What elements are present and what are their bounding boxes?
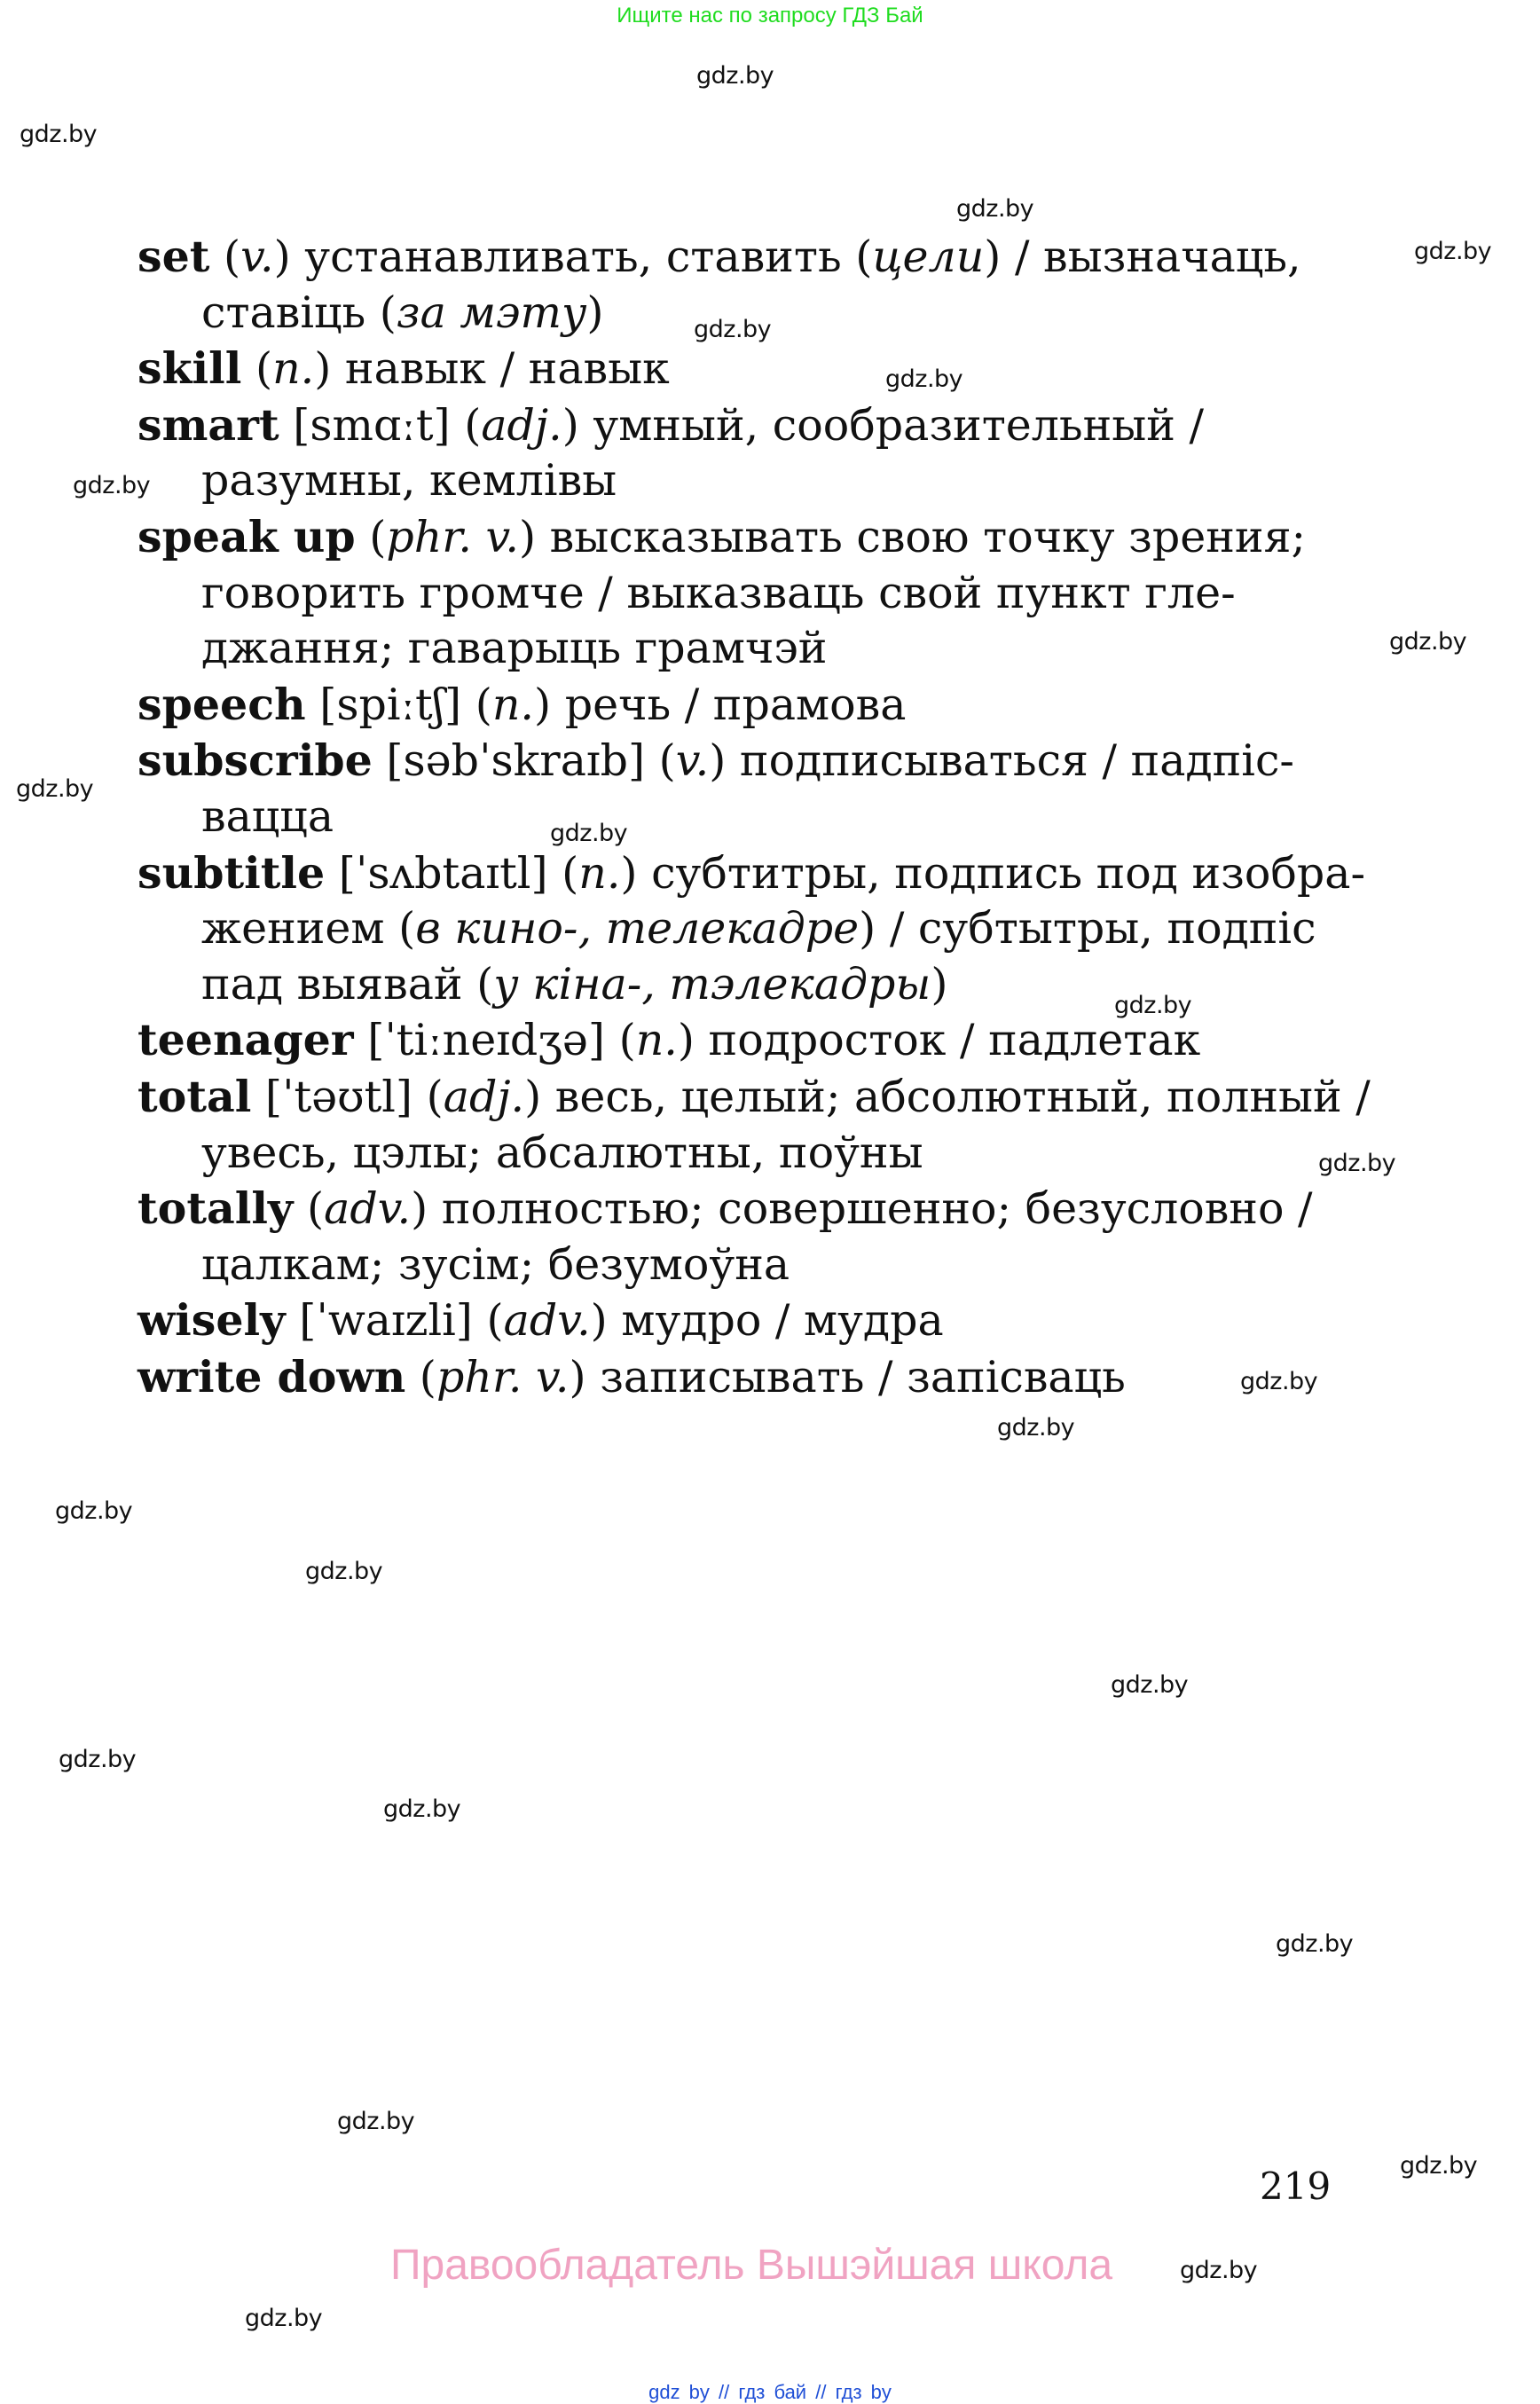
entry-continuation-line [138,790,1335,845]
vocabulary-entry [138,397,1335,509]
watermark: gdz.by [1276,1930,1354,1958]
headword: speech [138,678,306,730]
definition-text: разумны, кемлівы [201,455,617,507]
watermark: gdz.by [305,1558,383,1585]
italic-note: n. [491,679,535,730]
definition-text: [ˈtiːneɪdʒə] ( [353,1015,636,1066]
definition-text: ) [586,287,604,338]
entry-continuation-line [138,1126,1335,1182]
entry-continuation-line [138,566,1335,622]
entry-line [138,1292,1335,1349]
entry-line [138,1181,1335,1237]
watermark: gdz.by [1111,1671,1189,1699]
watermark: gdz.by [1389,628,1467,656]
footer-link-gdz-bai[interactable]: гдз бай [738,2381,807,2403]
definition-text: ) полностью; совершенно; безусловно / [411,1183,1313,1235]
italic-note: v. [675,735,710,787]
vocabulary-entry [138,509,1335,677]
entry-continuation-line [138,957,1335,1013]
watermark: gdz.by [1414,238,1492,265]
definition-text: жением ( [201,903,416,955]
headword: subtitle [138,846,326,899]
footer-links [0,2381,1540,2404]
definition-text: ( [405,1351,436,1402]
definition-text: вацца [201,790,334,842]
definition-text: цалкам; зусім; безумоўна [201,1238,790,1290]
italic-note: phr. v. [436,1351,570,1402]
definition-text: ставіць ( [201,287,397,338]
entry-continuation-line [138,286,1335,342]
definition-text: ) речь / прамова [534,679,907,730]
italic-note: adj. [443,1071,525,1122]
entry-line [138,229,1335,286]
footer-link-gdz-by-cyr[interactable]: гдз by [835,2381,892,2403]
headword: wisely [138,1294,286,1347]
page-number: 219 [1260,2164,1332,2208]
definition-text: ) субтитры, подпись под изобра- [620,847,1366,899]
watermark: gdz.by [1318,1150,1396,1177]
italic-note: adv. [324,1183,412,1235]
watermark: gdz.by [885,365,963,393]
entry-line [138,733,1335,790]
watermark: gdz.by [245,2305,323,2332]
definition-text: ) устанавливать, ставить ( [273,232,873,282]
definition-text: ) высказывать свою точку зрения; [518,511,1307,562]
entry-line [138,1012,1335,1069]
definition-text: [səbˈskraɪb] ( [372,735,676,787]
italic-note: n. [578,847,621,899]
entry-line [138,677,1335,734]
vocabulary-entry [138,677,1335,734]
watermark: gdz.by [20,121,98,148]
watermark: gdz.by [956,195,1034,223]
headword: teenager [138,1014,354,1066]
definition-text: [ˈtəʊtl] ( [251,1071,444,1122]
headword: subscribe [138,735,373,787]
watermark: gdz.by [997,1414,1075,1442]
watermark: gdz.by [1180,2257,1258,2284]
vocabulary-entry [138,341,1335,397]
italic-note: цели [872,232,985,282]
headword: total [138,1070,252,1122]
italic-note: phr. v. [386,511,519,562]
watermark: gdz.by [59,1746,137,1773]
footer-link-gdz-by[interactable]: gdz by [648,2381,710,2403]
italic-note: n. [272,343,315,395]
definition-text: ) / вызначаць, [984,232,1301,282]
headword: skill [138,342,242,395]
entry-line [138,397,1335,454]
entry-continuation-line [138,901,1335,957]
definition-text: увесь, цэлы; абсалютны, поўны [201,1127,923,1178]
footer-separator: // [719,2381,730,2403]
entry-line [138,1349,1335,1406]
italic-note: v. [240,232,274,282]
definition-text: ) весь, целый; абсолютный, полный / [524,1071,1371,1122]
watermark: gdz.by [16,775,94,803]
definition-text: ( [293,1183,325,1235]
italic-note: adv. [503,1295,591,1347]
italic-note: у кіна-, тэлекадры [493,958,931,1010]
headword: smart [138,398,279,451]
definition-text: говорить громче / выказваць свой пункт гле- [201,567,1236,618]
definition-text: ( [241,343,273,395]
headword: set [138,231,210,282]
watermark: gdz.by [55,1497,133,1525]
entry-continuation-line [138,621,1335,677]
footer-separator: // [815,2381,827,2403]
entry-continuation-line [138,453,1335,509]
watermark: gdz.by [73,472,151,499]
definition-text: джання; гаварыць грамчэй [201,623,828,674]
definition-text: ) подписываться / падпіс- [709,735,1294,787]
italic-note: n. [635,1015,678,1066]
vocabulary-entry [138,1181,1335,1292]
definition-text: ( [355,511,387,562]
entry-line [138,845,1366,902]
vocabulary-entry [138,229,1335,341]
definition-text: ) [931,958,948,1010]
headword: write down [138,1350,406,1402]
watermark: gdz.by [1240,1368,1318,1395]
headword: speak up [138,510,356,562]
vocabulary-entry [138,1292,1335,1349]
definition-text: ) / субтытры, подпіс [859,903,1316,955]
watermark: gdz.by [337,2108,415,2135]
definition-text: [ˈwaɪzli] ( [285,1295,504,1347]
headword: totally [138,1182,294,1235]
entry-line [138,341,1335,397]
definition-text: ) умный, сообразительный / [562,399,1205,451]
definition-text: [smɑːt] ( [279,399,482,451]
definition-text: пад выявай ( [201,958,494,1010]
definition-text: ) записывать / запісваць [569,1351,1126,1402]
watermark: gdz.by [550,820,628,847]
definition-text: ) мудро / мудра [590,1295,944,1347]
watermark: gdz.by [694,316,772,343]
watermark: gdz.by [696,62,774,90]
rights-holder-notice: Правообладатель Вышэйшая школа [390,2242,1113,2289]
definition-text: ( [209,232,241,282]
watermark: gdz.by [1114,992,1192,1019]
vocabulary-entry [138,1012,1335,1069]
entry-line [138,509,1335,566]
definition-text: ) подросток / падлетак [677,1015,1201,1066]
search-banner: Ищите нас по запросу ГДЗ Бай [617,4,923,27]
watermark: gdz.by [383,1795,461,1823]
entry-line [138,1069,1371,1126]
definition-text: ) навык / навык [314,343,670,395]
vocabulary-entry [138,845,1366,1013]
vocabulary-entry [138,1349,1335,1406]
definition-text: [spiːtʃ] ( [305,679,492,730]
italic-note: за мэту [396,287,587,338]
italic-note: в кино-, телекадре [415,903,860,955]
italic-note: adj. [481,399,562,451]
definition-text: [ˈsʌbtaɪtl] ( [325,847,579,899]
entry-continuation-line [138,1237,1335,1293]
watermark: gdz.by [1400,2152,1478,2180]
vocabulary-entry [138,733,1335,845]
